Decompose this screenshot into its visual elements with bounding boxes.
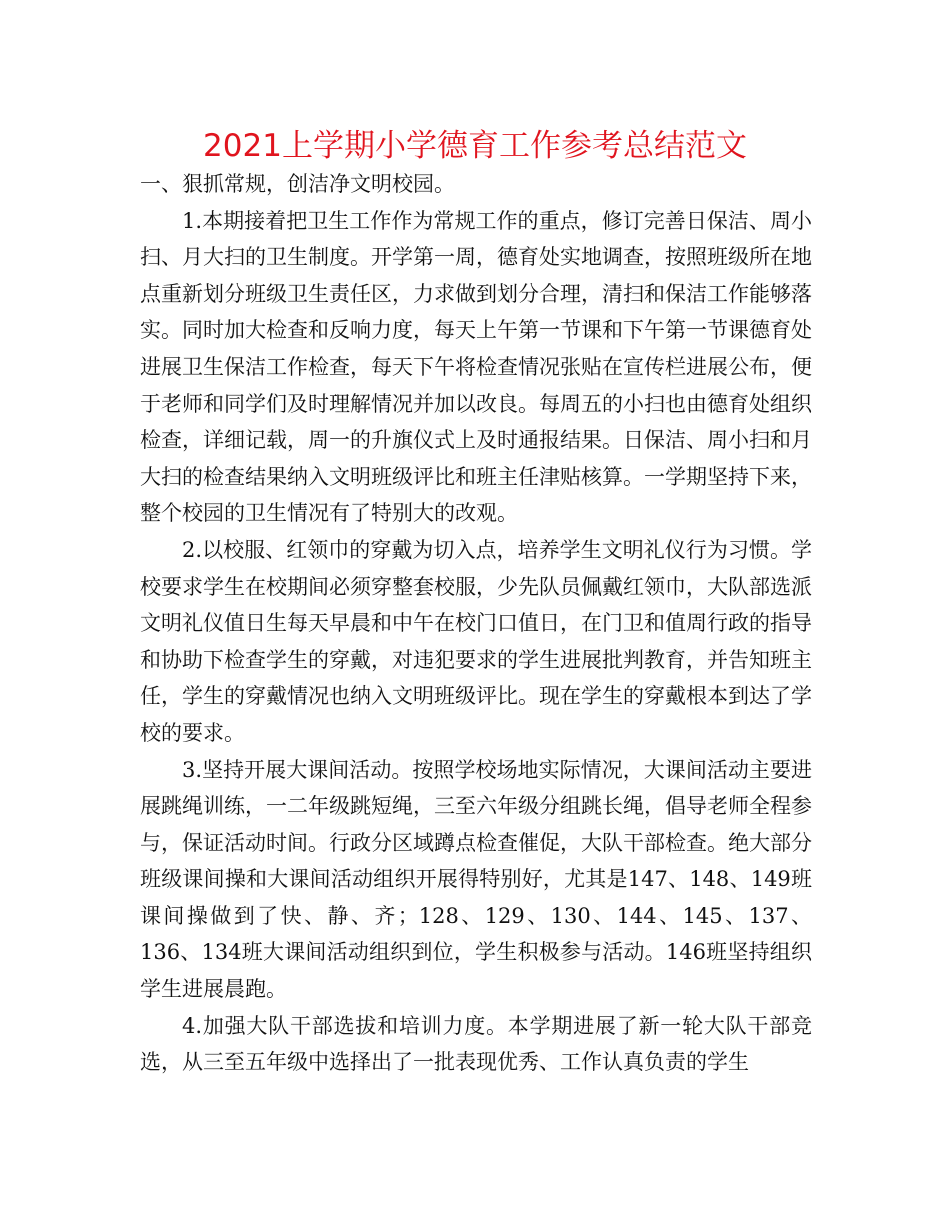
paragraph-1: 1.本期接着把卫生工作作为常规工作的重点，修订完善日保洁、周小扫、月大扫的卫生制度。开学第一周，德育处实地调查，按照班级所在地点重新划分班级卫生责任区，力求做到划分合理，清扫和保洁工作能够落实。同时加大检查和反响力度，每天上午第一节课和下午第一节课德育处进展卫生保洁工作检查，每天下午将检查情况张贴在宣传栏进展公布，便于老师和同学们及时理解情况并加以改良。每周五的小扫也由德育处组织检查，详细记载，周一的升旗仪式上及时通报结果。日保洁、周小扫和月大扫的检查结果纳入文明班级评比和班主任津贴核算。一学期坚持下来，整个校园的卫生情况有了特别大的改观。: [140, 208, 812, 526]
document-title: 2021上学期小学德育工作参考总结范文: [203, 128, 747, 164]
section-heading: 一、狠抓常规，创洁净文明校园。: [140, 172, 455, 196]
paragraph-3: 3.坚持开展大课间活动。按照学校场地实际情况，大课间活动主要进展跳绳训练，一二年级跳短绳，三至六年级分组跳长绳，倡导老师全程参与，保证活动时间。行政分区域蹲点检查催促，大队干部检查。绝大部分班级课间操和大课间活动组织开展得特别好，尤其是147、148、149班课间操做到了快、静、齐；128、129、130、144、145、137、136、134班大课间活动组织到位，学生积极参与活动。146班坚持组织学生进展晨跑。: [140, 757, 812, 1002]
paragraph-4: 4.加强大队干部选拔和培训力度。本学期进展了新一轮大队干部竞选，从三至五年级中选择出了一批表现优秀、工作认真负责的学生: [140, 1013, 812, 1075]
document-body: [140, 166, 812, 1081]
paragraph-2: 2.以校服、红领巾的穿戴为切入点，培养学生文明礼仪行为习惯。学校要求学生在校期间必须穿整套校服，少先队员佩戴红领巾，大队部选派文明礼仪值日生每天早晨和中午在校门口值日，在门卫和值周行政的指导和协助下检查学生的穿戴，对违犯要求的学生进展批判教育，并告知班主任，学生的穿戴情况也纳入文明班级评比。现在学生的穿戴根本到达了学校的要求。: [140, 537, 812, 745]
